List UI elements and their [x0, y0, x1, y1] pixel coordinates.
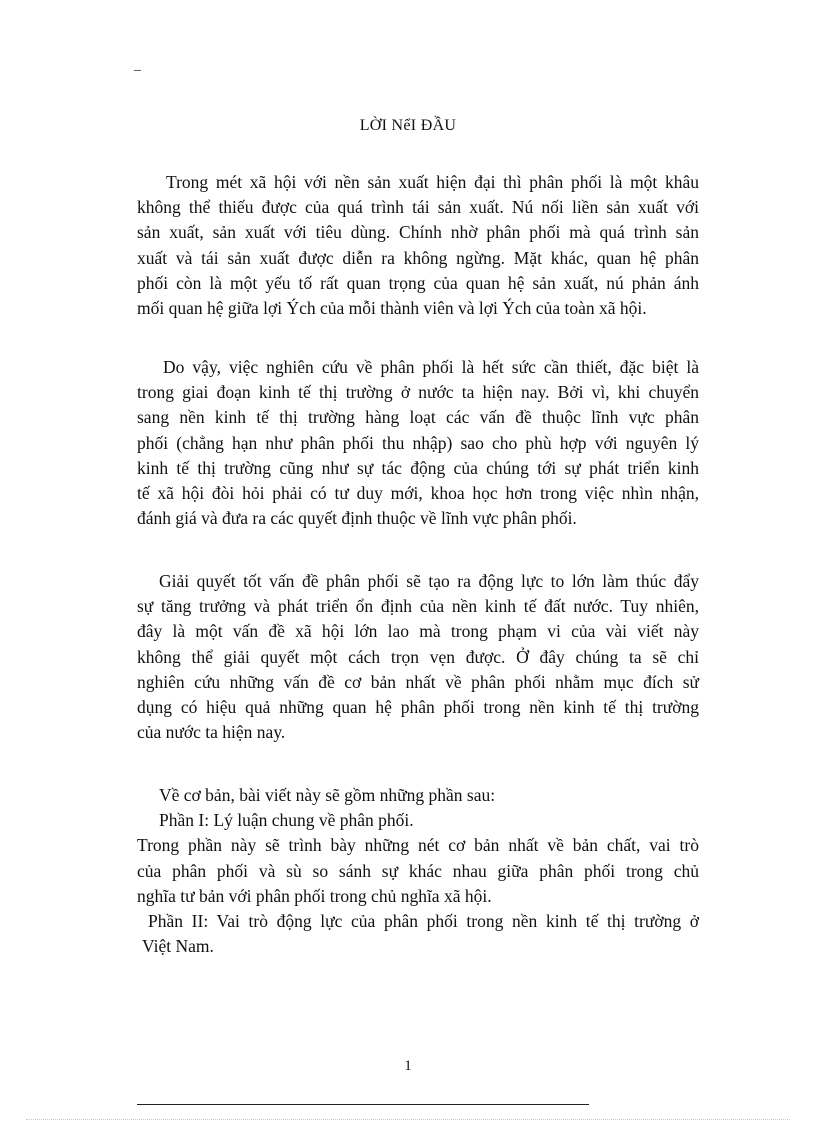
text-line: nghiên cứu những vấn đề cơ bản nhất về phân phối nhằm mục đích sử [137, 671, 699, 692]
text-line: Trong phần này sẽ trình bày những nét cơ bản nhất về bản chất, vai trò [137, 835, 699, 856]
paragraph-research [137, 355, 699, 531]
footer-rule [137, 1104, 589, 1105]
text-line: không thể giải quyết một cách trọn vẹn được. Ở đây chúng ta sẽ chỉ [137, 646, 699, 667]
text-line: Việt Nam. [142, 936, 214, 957]
text-line: tế xã hội đòi hỏi phải có tư duy mới, khoa học hơn trong việc nhìn nhận, [137, 482, 699, 503]
text-line: Về cơ bản, bài viết này sẽ gồm những phần sau: [159, 785, 496, 805]
outline-part-2: Phần II: Vai trò động lực của phân phối trong nền kinh tế thị trường ở [148, 910, 699, 931]
text-line: sự tăng trưởng và phát triển ổn định của nền kinh tế đất nước. Tuy nhiên, [137, 596, 699, 617]
page-number: 1 [404, 1058, 412, 1074]
text-line: phối còn là một yếu tố rất quan trọng của quan hệ sản xuất, nú phản ánh [137, 272, 699, 293]
text-line: đánh giá và đưa ra các quyết định thuộc về lĩnh vực phân phối. [137, 508, 577, 529]
text-line: Giải quyết tốt vấn đề phân phối sẽ tạo ra động lực to lớn làm thúc đẩy [159, 571, 699, 591]
text-line: không thể thiếu được của quá trình tái sản xuất. Nú nối liền sản xuất với [137, 197, 699, 218]
text-line: đây là một vấn đề xã hội lớn lao mà trong phạm vi của vài viết này [137, 621, 699, 642]
paragraph-intro [137, 170, 699, 321]
text-line: phối (chẳng hạn như phân phối thu nhập) sao cho phù hợp với nguyên lý [137, 432, 699, 453]
page-title: LỜI NểI ĐẦU [359, 117, 457, 134]
text-line: của nước ta hiện nay. [137, 722, 286, 743]
paragraph-solution [137, 569, 699, 745]
text-line: mối quan hệ giữa lợi Ých của mỗi thành viên và lợi Ých của toàn xã hội. [137, 297, 647, 318]
outline-part-1: Phần I: Lý luận chung về phân phối. [159, 810, 414, 831]
text-line: nghĩa tư bản với phân phối trong chủ nghĩa xã hội. [137, 885, 492, 906]
header-mark: _ [134, 58, 141, 73]
text-line: dụng có hiệu quả những quan hệ phân phối trong nền kinh tế thị trường [137, 696, 699, 717]
text-line: trong giai đoạn kinh tế thị trường ở nước ta hiện nay. Bởi vì, khi chuyển [137, 382, 699, 403]
text-line: kinh tế thị trường cũng như sự tác động của chúng tới sự phát triển kinh [137, 457, 699, 478]
paragraph-outline [137, 783, 699, 959]
text-line: Trong mét xã hội với nền sản xuất hiện đại thì phân phối là một khâu [166, 172, 699, 192]
text-line: xuất và tái sản xuất được diễn ra không ngừng. Mặt khác, quan hệ phân [137, 247, 699, 268]
text-line: sang nền kinh tế thị trường hàng loạt các vấn đề thuộc lĩnh vực phân [137, 407, 699, 428]
text-line: Do vậy, việc nghiên cứu về phân phối là hết sức cần thiết, đặc biệt là [163, 357, 699, 377]
page-edge-divider [26, 1119, 790, 1120]
text-line: của phân phối và sù so sánh sự khác nhau giữa phân phối trong chủ [137, 860, 699, 881]
text-line: sản xuất, sản xuất với tiêu dùng. Chính nhờ phân phối mà quá trình sản [137, 222, 699, 243]
